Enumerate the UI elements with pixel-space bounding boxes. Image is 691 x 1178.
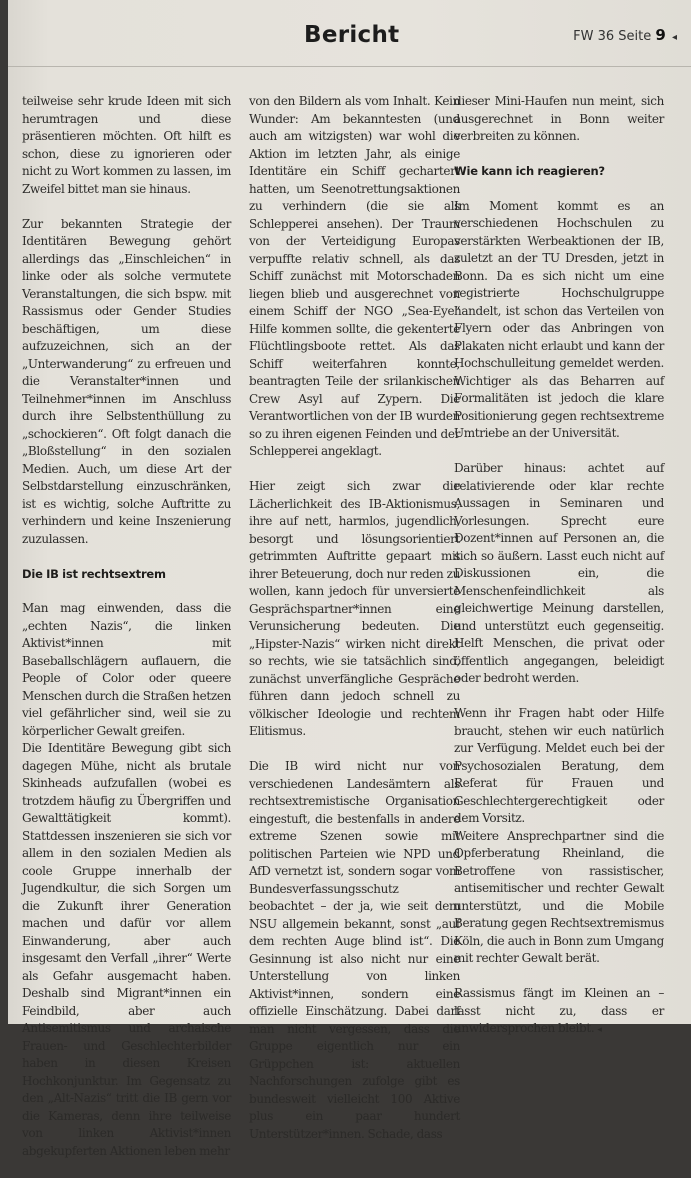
- paragraph: dieser Mini-Haufen nun meint, sich ausgerechnet in Bonn weiter verbreiten zu können.: [454, 94, 664, 143]
- paragraph: Die IB wird nicht nur von verschiedenen Landesämtern als rechtsextremistische Organisation eingestuft, die bestenfalls in andere extreme Szenen sowie mit politischen Parteien wie NPD und AfD vernetzt ist, sondern sogar vom Bundesverfassungsschutz beobachtet – der ja, wie seit dem NSU allgemein bekannt, sonst „auf dem rechten Auge blind ist“. Die Gesinnung ist also nicht nur eine Unterstellung von linken Aktivist*innen, sondern eine offizielle Einschätzung. Dabei darf man nicht vergessen, dass die Gruppe eigentlich nur ein Grüppchen ist: aktuellen Nachforschungen zufolge gibt es bundesweit vielleicht 100 Aktive plus ein paar hundert Unterstützer*innen. Schade, dass: [249, 759, 460, 1141]
- closing-paragraph: [454, 985, 664, 1040]
- page-arrow-icon: ◂: [671, 32, 677, 43]
- paragraph: Man mag einwenden, dass die „echten Nazis“, die linken Aktivist*innen mit Baseballschlägern auflauern, die People of Color oder queere Menschen durch die Straßen hetzen viel gefährlicher sind, weil sie zu körperlicher Gewalt greifen.: [22, 601, 231, 738]
- text-column-3: [454, 93, 664, 1057]
- paragraph: Zur bekannten Strategie der Identitären Bewegung gehört allerdings das „Einschleichen“ in linke oder als solche vermutete Veranstaltungen, die sich bspw. mit Rassismus oder Gender Studies beschäftigen, um diese aufzuzeichnen, sich an der „Unterwanderung“ zu erfreuen und die Veranstalter*innen und Teilnehmer*innen im Anschluss durch ihre Selbstenthüllung zu „schockieren“. Oft folgt danach die „Bloßstellung“ in den sozialen Medien. Auch, um diese Art der Selbstdarstellung einzuschränken, ist es wichtig, solche Auftritte zu verhindern und keine Inszenierung zuzulassen.: [22, 216, 231, 546]
- page-header: [8, 0, 691, 60]
- subheading: Wie kann ich reagieren?: [454, 164, 605, 178]
- magazine-page: [8, 0, 691, 1158]
- closing-text: Rassismus fängt im Kleinen an – lasst nicht zu, dass er unwidersprochen bleibt.: [454, 986, 664, 1035]
- paragraph: Wenn ihr Fragen habt oder Hilfe braucht, stehen wir euch natürlich zur Verfügung. Meldet euch bei der Psychosozialen Beratung, dem Referat für Frauen und Geschlechtergerechtigkeit oder dem Vorsitz.: [454, 706, 664, 825]
- section-title: Bericht: [304, 22, 400, 48]
- paragraph: Hier zeigt sich zwar die Lächerlichkeit des IB-Aktionismus, ihre auf nett, harmlos, jugendlich, besorgt und lösungsorientiert getrimmten Auftritte gepaart mit ihrer Beteuerung, doch nur reden zu wollen, kann jedoch für unversierte Gesprächspartner*innen eine Verunsicherung bedeuten. Die „Hipster-Nazis“ wirken nicht direkt so rechts, wie sie tatsächlich sind, zunächst unverfängliche Gespräche führen dann jedoch schnell zu völkischer Ideologie und rechtem Elitismus.: [249, 479, 460, 738]
- issue-label: FW 36 Seite: [573, 29, 652, 44]
- paragraph: Weitere Ansprechpartner sind die Opferberatung Rheinland, die Betroffene von rassistischer, antisemitischer und rechter Gewalt unterstützt, und die Mobile Beratung gegen Rechtsextremismus Köln, die auch in Bonn zum Umgang mit rechter Gewalt berät.: [454, 828, 664, 965]
- text-column-2: [249, 93, 460, 1161]
- paragraph: teilweise sehr krude Ideen mit sich herumtragen und diese präsentieren möchten. Oft hilft es schon, diese zu ignorieren oder nicht zu Wort kommen zu lassen, im Zweifel bittet man sie hinaus.: [22, 94, 231, 196]
- text-column-1: [22, 93, 231, 1178]
- page-reference: [573, 26, 677, 44]
- header-divider: [8, 66, 691, 67]
- end-mark-icon: ◂: [597, 1025, 602, 1035]
- paragraph: Die Identitäre Bewegung gibt sich dagegen Mühe, nicht als brutale Skinheads aufzufallen (wobei es trotzdem häufig zu Übergriffen und Gewalttätigkeit kommt). Stattdessen inszenieren sie sich vor allem in den sozialen Medien als coole Gruppe innerhalb der Jugendkultur, die sich Sorgen um die Zukunft ihrer Generation machen und dafür vor allem Einwanderung, aber auch insgesamt den Verfall „ihrer“ Werte als Gefahr ausgemacht haben. Deshalb sind Migrant*innen ein Feindbild, aber auch Antisemitismus und archaische Frauen- und Geschlechterbilder haben in diesen Kreisen Hochkonjunktur. Im Gegensatz zu den „Alt-Nazis“ tritt die IB gern vor die Kameras, denn ihre teilweise von linken Aktivist*innen abgekupferten Aktionen leben mehr: [22, 741, 231, 1158]
- paragraph: Darüber hinaus: achtet auf relativierende oder klar rechte Aussagen in Seminaren und Vorlesungen. Sprecht eure Dozent*innen auf Personen an, die sich so äußern. Lasst euch nicht auf Diskussionen ein, die Menschenfeindlichkeit als gleichwertige Meinung darstellen, und unterstützt euch gegenseitig. Helft Menschen, die privat oder öffentlich angegangen, beleidigt oder bedroht werden.: [454, 461, 664, 685]
- subheading: Die IB ist rechtsextrem: [22, 566, 166, 581]
- page-number: 9: [655, 26, 666, 44]
- paragraph: Im Moment kommt es an verschiedenen Hochschulen zu verstärkten Werbeaktionen der IB, zuletzt an der TU Dresden, jetzt in Bonn. Da es sich nicht um eine registrierte Hochschulgruppe handelt, ist schon das Verteilen von Flyern oder das Anbringen von Plakaten nicht erlaubt und kann der Hochschulleitung gemeldet werden. Wichtiger als das Beharren auf Formalitäten ist jedoch die klare Positionierung gegen rechtsextreme Umtriebe an der Universität.: [454, 198, 664, 440]
- paragraph: von den Bildern als vom Inhalt. Kein Wunder: Am bekanntesten (und auch am witzigsten) war wohl die Aktion im letzten Jahr, als einige Identitäre ein Schiff gechartert hatten, um Seenotrettungsaktionen zu verhindern (die sie als Schlepperei ansehen). Der Traum von der Verteidigung Europas verpuffte relativ schnell, als das Schiff zunächst mit Motorschaden liegen blieb und ausgerechnet von einem Schiff der NGO „Sea-Eye“ Hilfe kommen sollte, die gekenterte Flüchtlingsboote rettet. Als das Schiff weiterfahren konnte, beantragten Teile der srilankischen Crew Asyl auf Zypern. Die Verantwortlichen von der IB wurden so zu ihren eigenen Feinden und der Schlepperei angeklagt.: [249, 94, 460, 458]
